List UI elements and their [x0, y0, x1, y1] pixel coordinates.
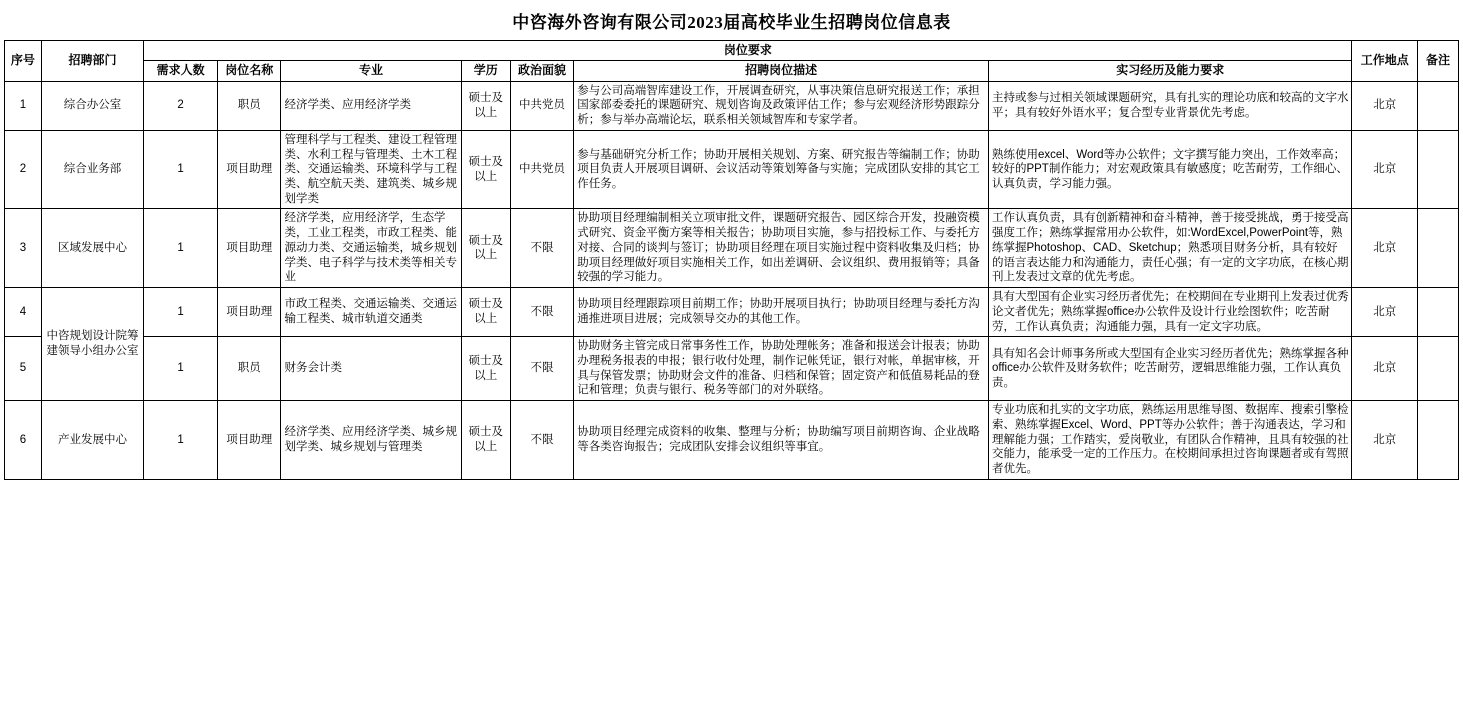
cell-major: 经济学类，应用经济学，生态学类，工业工程类，市政工程类、能源动力类、交通运输类，城乡规划学类、电子科学与技术类等相关专业 [281, 209, 461, 288]
column-header-location: 工作地点 [1352, 41, 1418, 82]
cell-politic: 不限 [510, 337, 573, 401]
table-row [5, 288, 1459, 337]
cell-experience: 具有知名会计师事务所或大型国有企业实习经历者优先；熟练掌握各种office办公软件及财务软件；吃苦耐劳，逻辑思维能力强，工作认真负责。 [988, 337, 1352, 401]
cell-major: 管理科学与工程类、建设工程管理类、水利工程与管理类、土木工程类、交通运输类、环境科学与工程类、航空航天类、建筑类、城乡规划学类 [281, 130, 461, 209]
table-header-row-1 [5, 41, 1459, 61]
column-header-dept: 招聘部门 [41, 41, 143, 82]
cell-remark [1418, 288, 1459, 337]
cell-location: 北京 [1352, 288, 1418, 337]
cell-dept: 产业发展中心 [41, 401, 143, 480]
cell-major: 经济学类、应用经济学类、城乡规划学类、城乡规划与管理类 [281, 401, 461, 480]
cell-location: 北京 [1352, 337, 1418, 401]
column-header-num: 需求人数 [144, 61, 218, 81]
cell-remark [1418, 81, 1459, 130]
cell-seq: 1 [5, 81, 42, 130]
cell-politic: 不限 [510, 401, 573, 480]
cell-experience: 熟练使用excel、Word等办公软件；文字撰写能力突出，工作效率高；较好的PPT制作能力；对宏观政策具有敏感度；吃苦耐劳，工作细心、认真负责，学习能力强。 [988, 130, 1352, 209]
cell-num: 1 [144, 288, 218, 337]
cell-politic: 不限 [510, 209, 573, 288]
cell-num: 1 [144, 337, 218, 401]
cell-edu: 硕士及以上 [461, 81, 510, 130]
cell-post: 职员 [217, 81, 280, 130]
cell-major: 经济学类、应用经济学类 [281, 81, 461, 130]
recruitment-table [4, 40, 1459, 480]
cell-desc: 协助项目经理完成资料的收集、整理与分析；协助编写项目前期咨询、企业战略等各类咨询报告；完成团队安排会议组织等事宜。 [574, 401, 989, 480]
cell-seq: 4 [5, 288, 42, 337]
cell-experience: 具有大型国有企业实习经历者优先；在校期间在专业期刊上发表过优秀论文者优先；熟练掌握office办公软件及设计行业绘图软件；吃苦耐劳，工作认真负责；沟通能力强，具有一定文字功底。 [988, 288, 1352, 337]
cell-location: 北京 [1352, 130, 1418, 209]
cell-remark [1418, 401, 1459, 480]
table-header-row-2 [5, 61, 1459, 81]
table-row [5, 130, 1459, 209]
cell-location: 北京 [1352, 81, 1418, 130]
cell-desc: 参与基础研究分析工作；协助开展相关规划、方案、研究报告等编制工作；协助项目负责人开展项目调研、会议活动等策划筹备与实施；完成团队安排的其它工作任务。 [574, 130, 989, 209]
cell-dept: 综合办公室 [41, 81, 143, 130]
column-header-desc: 招聘岗位描述 [574, 61, 989, 81]
cell-desc: 协助财务主管完成日常事务性工作，协助处理帐务；准备和报送会计报表；协助办理税务报表的申报；银行收付处理，制作记帐凭证，银行对帐，单据审核，开具与保管发票；协助财会文件的准备、归档和保管；固定资产和低值易耗品的登记和管理；负责与银行、税务等部门的对外联络。 [574, 337, 989, 401]
cell-politic: 中共党员 [510, 81, 573, 130]
column-header-experience: 实习经历及能力要求 [988, 61, 1352, 81]
cell-desc: 参与公司高端智库建设工作，开展调查研究，从事决策信息研究报送工作；承担国家部委委托的课题研究、规划咨询及政策评估工作；参与宏观经济形势跟踪分析；参与举办高端论坛，联系相关领域智库和专家学者。 [574, 81, 989, 130]
cell-major: 财务会计类 [281, 337, 461, 401]
column-header-remark: 备注 [1418, 41, 1459, 82]
cell-post: 项目助理 [217, 130, 280, 209]
cell-edu: 硕士及以上 [461, 130, 510, 209]
cell-num: 1 [144, 401, 218, 480]
cell-location: 北京 [1352, 401, 1418, 480]
cell-dept: 中咨规划设计院筹建领导小组办公室 [41, 288, 143, 401]
cell-post: 项目助理 [217, 288, 280, 337]
cell-politic: 不限 [510, 288, 573, 337]
cell-experience: 工作认真负责，具有创新精神和奋斗精神，善于接受挑战，勇于接受高强度工作；熟练掌握常用办公软件，如:WordExcel,PowerPoint等，熟练掌握Photoshop、CAD、Sketchup；熟悉项目财务分析，具有较好的语言表达能力和沟通能力，责任心强；有一定的文字功底，在核心期刊上发表过文章的优先考虑。 [988, 209, 1352, 288]
table-row [5, 81, 1459, 130]
cell-experience: 主持或参与过相关领域课题研究，具有扎实的理论功底和较高的文字水平；具有较好外语水平；复合型专业背景优先考虑。 [988, 81, 1352, 130]
cell-seq: 2 [5, 130, 42, 209]
cell-post: 职员 [217, 337, 280, 401]
cell-remark [1418, 337, 1459, 401]
cell-location: 北京 [1352, 209, 1418, 288]
column-header-post: 岗位名称 [217, 61, 280, 81]
cell-remark [1418, 130, 1459, 209]
cell-politic: 中共党员 [510, 130, 573, 209]
cell-edu: 硕士及以上 [461, 288, 510, 337]
column-header-major: 专业 [281, 61, 461, 81]
table-row [5, 209, 1459, 288]
cell-seq: 6 [5, 401, 42, 480]
column-header-group-requirements: 岗位要求 [144, 41, 1352, 61]
cell-edu: 硕士及以上 [461, 401, 510, 480]
cell-desc: 协助项目经理跟踪项目前期工作；协助开展项目执行；协助项目经理与委托方沟通推进项目进展；完成领导交办的其他工作。 [574, 288, 989, 337]
cell-seq: 5 [5, 337, 42, 401]
cell-num: 1 [144, 209, 218, 288]
table-row [5, 401, 1459, 480]
cell-edu: 硕士及以上 [461, 337, 510, 401]
cell-num: 2 [144, 81, 218, 130]
cell-edu: 硕士及以上 [461, 209, 510, 288]
table-row [5, 337, 1459, 401]
cell-desc: 协助项目经理编制相关立项审批文件，课题研究报告、园区综合开发，投融资模式研究、资金平衡方案等相关报告；协助项目实施，参与招投标工作、与委托方对接、合同的谈判与签订；协助项目经理在项目实施过程中资料收集及归档；协助项目经理做好项目实施相关工作，如出差调研、会议组织、费用报销等；具备较强的学习能力。 [574, 209, 989, 288]
cell-post: 项目助理 [217, 401, 280, 480]
page-title: 中咨海外咨询有限公司2023届高校毕业生招聘岗位信息表 [512, 13, 951, 32]
column-header-politic: 政治面貌 [510, 61, 573, 81]
column-header-edu: 学历 [461, 61, 510, 81]
cell-experience: 专业功底和扎实的文字功底，熟练运用思维导图、数据库、搜索引擎检索、熟练掌握Excel、Word、PPT等办公软件；善于沟通表达，学习和理解能力强；工作踏实，爱岗敬业，有团队合作精神，且具有较强的社交能力，能承受一定的工作压力。在校期间承担过咨询课题者或有驾照者优先。 [988, 401, 1352, 480]
cell-num: 1 [144, 130, 218, 209]
cell-post: 项目助理 [217, 209, 280, 288]
cell-remark [1418, 209, 1459, 288]
column-header-seq: 序号 [5, 41, 42, 82]
cell-major: 市政工程类、交通运输类、交通运输工程类、城市轨道交通类 [281, 288, 461, 337]
cell-dept: 区域发展中心 [41, 209, 143, 288]
cell-dept: 综合业务部 [41, 130, 143, 209]
cell-seq: 3 [5, 209, 42, 288]
